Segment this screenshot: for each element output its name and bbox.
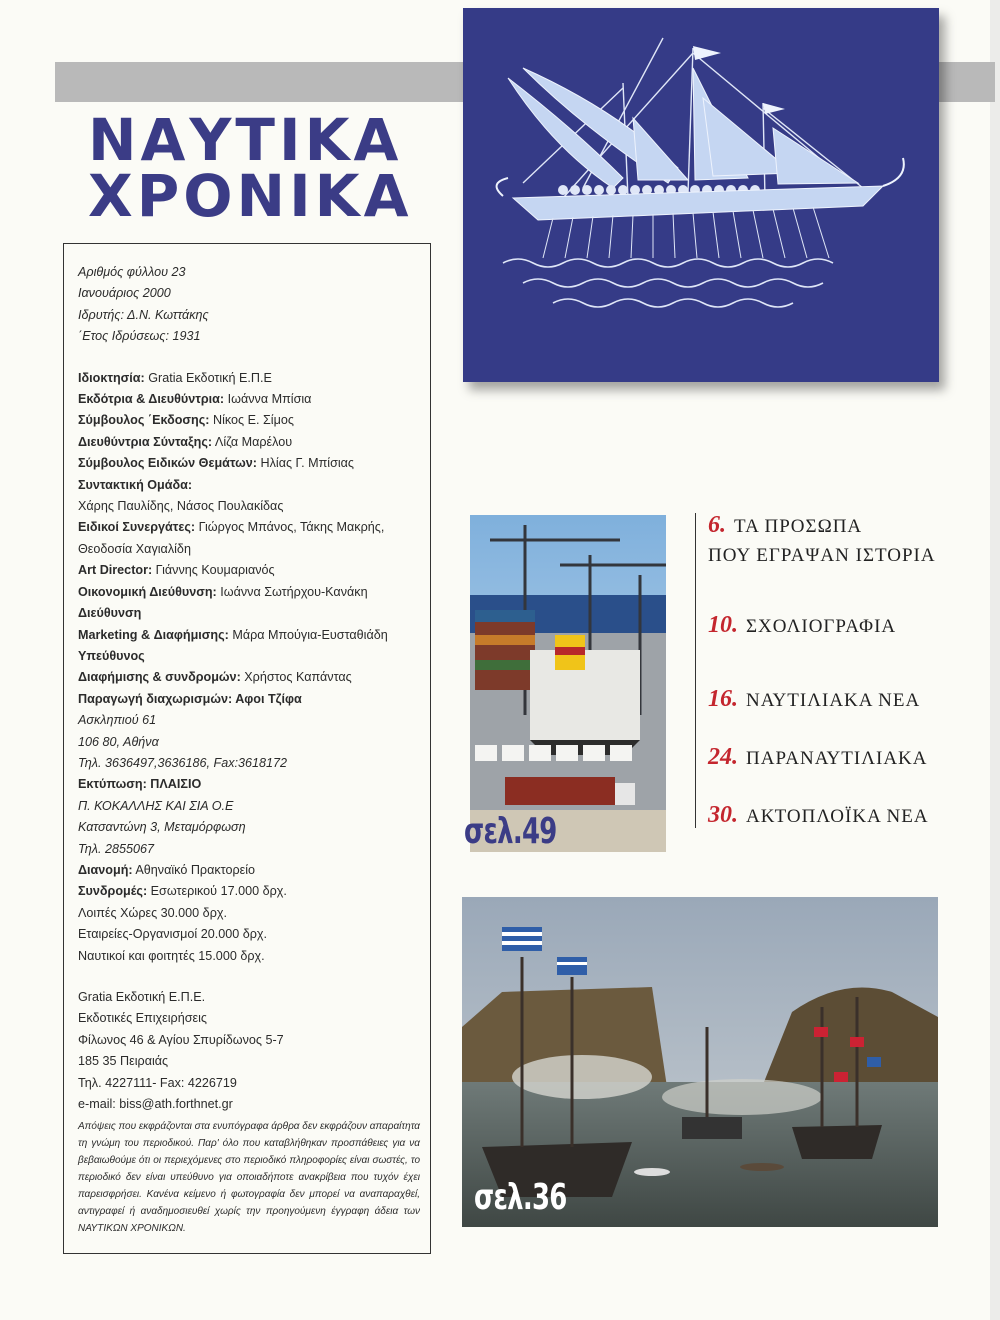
credit-line: Ειδικοί Συνεργάτες: Γιώργος Μπάνος, Τάκης Μακρής, bbox=[78, 520, 385, 535]
credit-line: Εκδότρια & Διευθύντρια: Ιωάννα Μπίσια bbox=[78, 392, 312, 407]
masthead-line-1: ΝΑΥΤΙΚΑ bbox=[88, 106, 403, 174]
credits-list bbox=[78, 368, 420, 711]
printing-label: Εκτύπωση: ΠΛΑΙΣΙΟ bbox=[78, 777, 202, 792]
founder: Ιδρυτής: Δ.Ν. Κωττάκης bbox=[78, 307, 209, 322]
magazine-masthead bbox=[88, 106, 428, 230]
credit-line: Οικονομική Διεύθυνση: Ιωάννα Σωτήρχου-Κανάκη bbox=[78, 584, 368, 599]
galley-drawing bbox=[463, 8, 939, 382]
publisher-line: 185 35 Πειραιάς bbox=[78, 1054, 169, 1069]
page-edge-shade bbox=[990, 0, 1000, 1320]
masthead-info-box bbox=[63, 243, 431, 1254]
toc-entry-6-line2[interactable]: ΠΟΥ ΕΓΡΑΨΑΝ ΙΣΤΟΡΙΑ bbox=[708, 545, 936, 566]
page-ref-49[interactable]: σελ.49 bbox=[464, 811, 557, 852]
toc-entry-16[interactable]: 16. ΝΑΥΤΙΛΙΑΚΑ ΝΕΑ bbox=[708, 686, 921, 712]
issue-number: Αριθμός φύλλου 23 bbox=[78, 265, 186, 279]
distribution: Διανομή: Αθηναϊκό Πρακτορείο bbox=[78, 862, 256, 877]
printing-line: Κατσαντώνη 3, Μεταμόρφωση bbox=[78, 820, 246, 835]
founded-year: ΄Ετος Ιδρύσεως: 1931 bbox=[78, 329, 201, 344]
email-link[interactable]: e-mail: biss@ath.forthnet.gr bbox=[78, 1097, 233, 1112]
credit-line: Σύμβουλος Ειδικών Θεμάτων: Ηλίας Γ. Μπίσιας bbox=[78, 456, 354, 471]
credit-line: Ιδιοκτησία: Gratia Εκδοτική Ε.Π.Ε bbox=[78, 370, 272, 385]
subscription-rate: Ναυτικοί και φοιτητές 15.000 δρχ. bbox=[78, 948, 265, 963]
toc-entry-10[interactable]: 10. ΣΧΟΛΙΟΓΡΑΦΙΑ bbox=[708, 612, 897, 638]
galley-illustration bbox=[463, 8, 939, 382]
publisher-line: Φίλωνος 46 & Αγίου Σπυρίδωνος 5-7 bbox=[78, 1032, 284, 1047]
publisher-line: Gratia Εκδοτική Ε.Π.Ε. bbox=[78, 990, 206, 1004]
toc-entry-6[interactable]: 6. ΤΑ ΠΡΟΣΩΠΑ bbox=[708, 512, 863, 538]
subscription-rate: Εταιρείες-Οργανισμοί 20.000 δρχ. bbox=[78, 927, 267, 942]
address-line: Ασκληπιού 61 bbox=[78, 713, 157, 728]
credit-line: Διεύθυνση bbox=[78, 606, 142, 621]
printing-line: Π. ΚΟΚΑΛΛΗΣ ΚΑΙ ΣΙΑ Ο.Ε bbox=[78, 798, 234, 813]
credit-line: Συντακτική Ομάδα: bbox=[78, 477, 193, 492]
credit-line: Παραγωγή διαχωρισμών: Αφοι Τζίφα bbox=[78, 691, 302, 706]
subscription-rate: Λοιπές Χώρες 30.000 δρχ. bbox=[78, 905, 227, 920]
issue-date: Ιανουάριος 2000 bbox=[78, 286, 171, 301]
port-photo bbox=[464, 515, 666, 852]
toc-entry-24[interactable]: 24. ΠΑΡΑΝΑΥΤΙΛΙΑΚΑ bbox=[708, 744, 928, 770]
credit-line: Χάρης Παυλίδης, Νάσος Πουλακίδας bbox=[78, 499, 284, 514]
address-line: Τηλ. 3636497,3636186, Fax:3618172 bbox=[78, 755, 288, 770]
toc-entry-30[interactable]: 30. ΑΚΤΟΠΛΟΪΚΑ ΝΕΑ bbox=[708, 802, 929, 828]
naval-painting bbox=[462, 897, 938, 1227]
subscriptions: Συνδρομές: Εσωτερικού 17.000 δρχ. bbox=[78, 884, 287, 899]
container-port-photo bbox=[470, 515, 666, 852]
masthead-line-2: ΧΡΟΝΙΚΑ bbox=[88, 162, 413, 230]
publisher-line: Εκδοτικές Επιχειρήσεις bbox=[78, 1011, 207, 1026]
publisher-line: Τηλ. 4227111- Fax: 4226719 bbox=[78, 1075, 237, 1090]
credit-line: Marketing & Διαφήμισης: Μάρα Μπούγια-Ευσταθιάδη bbox=[78, 627, 388, 642]
page-ref-36[interactable]: σελ.36 bbox=[474, 1177, 567, 1218]
credit-line: Σύμβουλος ΄Εκδοσης: Νίκος Ε. Σίμος bbox=[78, 413, 294, 428]
legal-disclaimer: Απόψεις που εκφράζονται στα ενυπόγραφα άρθρα δεν εκφράζουν απαραίτητα τη γνώμη του περιοδικού. Παρ' όλο που καταβλήθηκαν προσπάθειες για να βεβαιωθούμε ότι οι περιεχόμενες στο περιοδικό πληροφορίες είναι σωστές, το περιοδικό δεν είναι υπεύθυνο για οποιαδήποτε ανακρίβεια που τυχόν έχει παρεισφρήσει. Κανένα κείμενο ή φωτογραφία δεν μπορεί να αναπαραχθεί, αντιγραφεί ή αναδημοσιευθεί χωρίς την προηγούμενη έγγραφη άδεια των ΝΑΥΤΙΚΩΝ ΧΡΟΝΙΚΩΝ. bbox=[78, 1121, 420, 1235]
credit-line: Διευθύντρια Σύνταξης: Λίζα Μαρέλου bbox=[78, 434, 293, 449]
credit-line: Υπεύθυνος bbox=[78, 648, 145, 663]
address-line: 106 80, Αθήνα bbox=[78, 734, 159, 749]
credit-line: Διαφήμισης & συνδρομών: Χρήστος Καπάντας bbox=[78, 670, 352, 685]
toc-divider bbox=[695, 513, 696, 828]
printing-line: Τηλ. 2855067 bbox=[78, 841, 154, 856]
credit-line: Art Director: Γιάννης Κουμαριανός bbox=[78, 563, 275, 578]
credit-line: Θεοδοσία Χαγιαλίδη bbox=[78, 541, 191, 556]
